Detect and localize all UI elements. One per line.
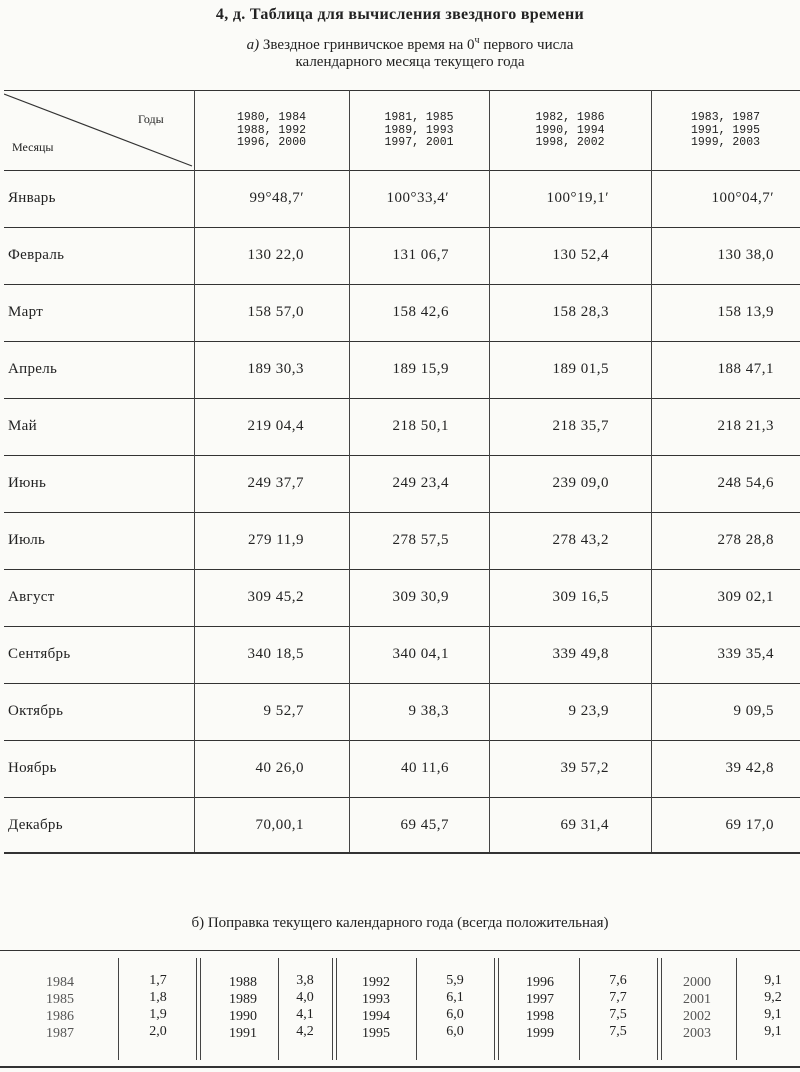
table-b-group-rule <box>332 958 337 1060</box>
month-label: Июнь <box>8 475 47 491</box>
correction-year: 1993 <box>362 992 390 1007</box>
table-a-column-rule <box>489 90 490 852</box>
sidereal-time-cell: 188 47,1 <box>717 361 774 377</box>
sidereal-time-cell: 218 35,7 <box>552 418 609 434</box>
correction-year: 2002 <box>683 1009 711 1024</box>
correction-year: 1996 <box>526 975 554 990</box>
sidereal-time-cell: 339 35,4 <box>717 646 774 662</box>
year-group-header-line: 1998, 2002 <box>535 136 605 149</box>
correction-value: 4,2 <box>296 1024 314 1039</box>
year-group-header-line: 1991, 1995 <box>690 123 760 137</box>
year-group-header-line: 1996, 2000 <box>236 136 306 149</box>
table-a-row-rule <box>4 455 800 456</box>
correction-value: 4,0 <box>296 990 314 1005</box>
sidereal-time-cell: 9 23,9 <box>568 703 609 719</box>
correction-value: 7,7 <box>609 990 627 1005</box>
sidereal-time-cell: 189 15,9 <box>392 361 449 377</box>
hours-superscript: ч <box>474 35 480 46</box>
sidereal-time-cell: 278 57,5 <box>392 532 449 548</box>
table-b-group-rule <box>196 958 201 1060</box>
sidereal-time-cell: 189 01,5 <box>552 361 609 377</box>
table-b-column-rule <box>118 958 119 1060</box>
table-a-row-rule <box>4 797 800 798</box>
year-correction-table <box>0 950 800 1070</box>
page-title: 4, д. Таблица для вычисления звездного времени <box>215 6 585 23</box>
sidereal-time-cell: 131 06,7 <box>392 247 449 263</box>
month-label: Октябрь <box>8 703 64 719</box>
sidereal-time-cell: 9 38,3 <box>408 703 449 719</box>
month-label: Июль <box>8 532 46 548</box>
sidereal-time-cell: 218 21,3 <box>717 418 774 434</box>
table-a-column-rule <box>651 90 652 852</box>
correction-value: 1,8 <box>149 990 167 1005</box>
sidereal-time-cell: 130 52,4 <box>552 247 609 263</box>
table-b-column-rule <box>579 958 580 1060</box>
table-a-caption <box>60 32 760 71</box>
table-a-caption-line1b: первого числа <box>479 37 574 53</box>
sidereal-time-cell: 100°04,7′ <box>711 190 774 206</box>
month-label: Январь <box>8 190 56 206</box>
table-a-row-rule <box>4 398 800 399</box>
correction-year: 1999 <box>526 1026 554 1041</box>
table-a-row-rule <box>4 683 800 684</box>
correction-year: 1995 <box>362 1026 390 1041</box>
year-group-header-line: 1983, 1987 <box>690 111 760 124</box>
sidereal-time-cell: 278 43,2 <box>552 532 609 548</box>
year-group-header-line: 1990, 1994 <box>535 123 605 137</box>
table-a-row-rule <box>4 284 800 285</box>
correction-value: 2,0 <box>149 1024 167 1039</box>
sidereal-time-cell: 70,00,1 <box>255 817 304 833</box>
sidereal-time-cell: 249 37,7 <box>247 475 304 491</box>
sidereal-time-cell: 339 49,8 <box>552 646 609 662</box>
correction-value: 9,2 <box>764 990 782 1005</box>
sidereal-time-cell: 309 16,5 <box>552 589 609 605</box>
correction-value: 7,5 <box>609 1024 627 1039</box>
sidereal-time-cell: 309 30,9 <box>392 589 449 605</box>
sidereal-time-cell: 69 31,4 <box>560 817 609 833</box>
table-b-caption: б) Поправка текущего календарного года (всегда положительная) <box>191 915 609 931</box>
month-label: Апрель <box>8 361 58 377</box>
sidereal-time-cell: 100°19,1′ <box>546 190 609 206</box>
month-label: Май <box>8 418 37 434</box>
table-a-row-rule <box>4 740 800 741</box>
sidereal-time-cell: 40 26,0 <box>255 760 304 776</box>
header-years-label: Годы <box>138 112 164 126</box>
correction-value: 6,0 <box>446 1007 464 1022</box>
correction-value: 9,1 <box>764 1007 782 1022</box>
sidereal-time-cell: 218 50,1 <box>392 418 449 434</box>
sidereal-time-cell: 340 04,1 <box>392 646 449 662</box>
table-b-column-rule <box>736 958 737 1060</box>
correction-value: 7,6 <box>609 973 627 988</box>
table-b-bottom-rule <box>0 1066 800 1068</box>
correction-value: 1,9 <box>149 1007 167 1022</box>
sidereal-time-cell: 69 17,0 <box>725 817 774 833</box>
table-a-top-rule <box>4 90 800 91</box>
month-label: Ноябрь <box>8 760 57 776</box>
correction-year: 1988 <box>229 975 257 990</box>
correction-year: 1986 <box>46 1009 74 1024</box>
sidereal-time-cell: 130 38,0 <box>717 247 774 263</box>
correction-value: 6,0 <box>446 1024 464 1039</box>
sidereal-time-cell: 69 45,7 <box>400 817 449 833</box>
month-label: Август <box>8 589 55 605</box>
sidereal-time-table <box>4 90 800 856</box>
header-months-label: Месяцы <box>12 140 54 154</box>
correction-value: 3,8 <box>296 973 314 988</box>
correction-value: 1,7 <box>149 973 167 988</box>
sidereal-time-cell: 158 13,9 <box>717 304 774 320</box>
correction-year: 1994 <box>362 1009 390 1024</box>
correction-year: 1985 <box>46 992 74 1007</box>
correction-year: 2000 <box>683 975 711 990</box>
sidereal-time-cell: 249 23,4 <box>392 475 449 491</box>
table-a-caption-prefix: а) <box>246 37 260 53</box>
sidereal-time-cell: 279 11,9 <box>248 532 304 548</box>
sidereal-time-cell: 100°33,4′ <box>386 190 449 206</box>
sidereal-time-cell: 99°48,7′ <box>249 190 304 206</box>
correction-value: 5,9 <box>446 973 464 988</box>
sidereal-time-cell: 239 09,0 <box>552 475 609 491</box>
correction-value: 7,5 <box>609 1007 627 1022</box>
correction-value: 6,1 <box>446 990 464 1005</box>
correction-value: 9,1 <box>764 1024 782 1039</box>
correction-year: 1998 <box>526 1009 554 1024</box>
year-group-header-line: 1980, 1984 <box>236 111 306 124</box>
year-group-header-line: 1988, 1992 <box>236 123 306 137</box>
sidereal-time-cell: 39 42,8 <box>725 760 774 776</box>
sidereal-time-cell: 219 04,4 <box>247 418 304 434</box>
correction-year: 1990 <box>229 1009 257 1024</box>
month-label: Сентябрь <box>8 646 71 662</box>
sidereal-time-cell: 189 30,3 <box>247 361 304 377</box>
table-a-row-rule <box>4 341 800 342</box>
table-a-caption-line2: календарного месяца текущего года <box>295 54 525 70</box>
table-a-row-rule <box>4 512 800 513</box>
table-b-group-rule <box>657 958 662 1060</box>
sidereal-time-cell: 130 22,0 <box>247 247 304 263</box>
table-a-column-rule <box>349 90 350 852</box>
correction-year: 1987 <box>46 1026 74 1041</box>
sidereal-time-cell: 9 09,5 <box>733 703 774 719</box>
table-b-column-rule <box>416 958 417 1060</box>
correction-value: 4,1 <box>296 1007 314 1022</box>
month-label: Февраль <box>8 247 65 263</box>
correction-year: 1984 <box>46 975 74 990</box>
year-group-header-line: 1999, 2003 <box>690 136 760 149</box>
correction-year: 1989 <box>229 992 257 1007</box>
correction-year: 1997 <box>526 992 554 1007</box>
month-label: Декабрь <box>8 817 63 833</box>
correction-year: 2001 <box>683 992 711 1007</box>
header-diagonal-line <box>4 90 204 170</box>
sidereal-time-cell: 309 02,1 <box>717 589 774 605</box>
sidereal-time-cell: 158 28,3 <box>552 304 609 320</box>
correction-year: 1991 <box>229 1026 257 1041</box>
sidereal-time-cell: 340 18,5 <box>247 646 304 662</box>
table-b-group-rule <box>494 958 499 1060</box>
year-group-header-line: 1997, 2001 <box>384 136 454 149</box>
sidereal-time-cell: 39 57,2 <box>560 760 609 776</box>
table-b-top-rule <box>0 950 800 951</box>
table-a-header-rule <box>4 170 800 171</box>
table-a-caption-line1a: Звездное гринвичское время на 0 <box>262 37 475 53</box>
sidereal-time-cell: 278 28,8 <box>717 532 774 548</box>
sidereal-time-cell: 40 11,6 <box>401 760 449 776</box>
sidereal-time-cell: 9 52,7 <box>263 703 304 719</box>
sidereal-time-cell: 248 54,6 <box>717 475 774 491</box>
month-label: Март <box>8 304 44 320</box>
table-a-row-rule <box>4 626 800 627</box>
sidereal-time-cell: 158 42,6 <box>392 304 449 320</box>
table-a-column-rule <box>194 90 195 852</box>
table-b-column-rule <box>278 958 279 1060</box>
year-group-header-line: 1982, 1986 <box>535 111 605 124</box>
correction-value: 9,1 <box>764 973 782 988</box>
sidereal-time-cell: 309 45,2 <box>247 589 304 605</box>
correction-year: 2003 <box>683 1026 711 1041</box>
table-a-row-rule <box>4 227 800 228</box>
sidereal-time-cell: 158 57,0 <box>247 304 304 320</box>
correction-year: 1992 <box>362 975 390 990</box>
year-group-header-line: 1981, 1985 <box>384 111 454 124</box>
table-a-bottom-rule <box>4 852 800 854</box>
year-group-header-line: 1989, 1993 <box>384 123 454 137</box>
table-a-row-rule <box>4 569 800 570</box>
